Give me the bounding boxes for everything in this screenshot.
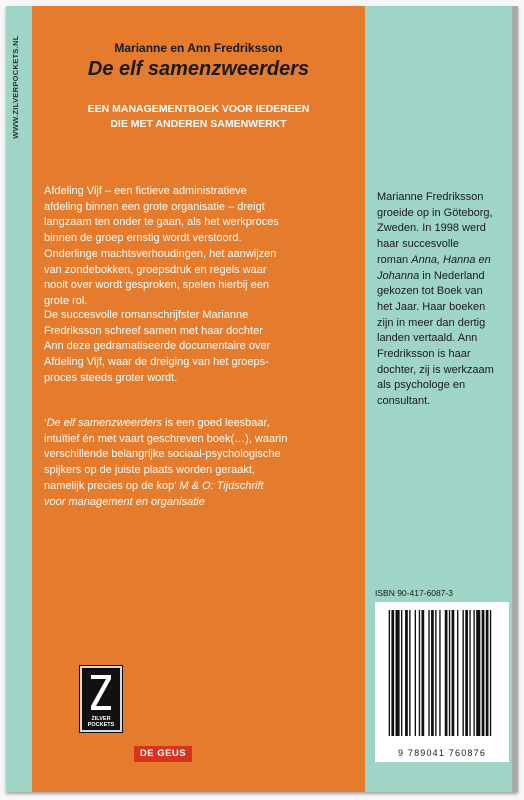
subtitle-line: EEN MANAGEMENTBOEK VOOR IEDEREEN — [87, 103, 310, 115]
bio-line: haar succesvolle — [377, 238, 459, 251]
barcode — [375, 602, 509, 762]
blurb-line: Onderlinge machtsverhoudingen, het aanwijzen — [44, 247, 277, 260]
bio-line: zijn in meer dan dertig — [377, 316, 486, 329]
isbn-label: ISBN 90-417-6087-3 — [375, 588, 453, 598]
barcode-bar — [401, 610, 402, 736]
blurb-paragraph-2 — [44, 308, 364, 387]
book-back-cover — [6, 6, 518, 792]
blurb-paragraph-1 — [44, 184, 364, 310]
blurb-line: De succesvolle romanschrijfster Marianne — [44, 309, 249, 321]
bio-line: Johanna in Nederland — [377, 269, 485, 282]
author-line: Marianne en Ann Fredriksson — [114, 41, 283, 55]
quote-line: ‘De elf samenzweerders is een goed leesbaar, — [44, 417, 270, 429]
blurb-line: Fredriksson schreef samen met haar dochter — [44, 324, 263, 337]
barcode-bar — [409, 610, 410, 736]
barcode-bar — [389, 610, 390, 736]
barcode-bar — [452, 610, 455, 736]
subtitle-line: DIE MET ANDEREN SAMENWERKT — [110, 118, 287, 130]
barcode-bar — [405, 610, 408, 736]
quote-line: spijkers op de juiste plaats worden geraakt, — [44, 464, 255, 477]
left-teal-band — [6, 6, 32, 792]
book-title: De elf samenzweerders — [87, 58, 310, 80]
barcode-bar — [473, 610, 474, 736]
bio-line: Marianne Fredriksson — [377, 191, 484, 203]
bio-line: landen vertaald. Ann — [377, 332, 478, 345]
quote-line: verschillende belangrijke sociaal-psychologische — [44, 448, 281, 461]
bio-line: het Jaar. Haar boeken — [377, 300, 486, 313]
bio-line: consultant. — [377, 395, 431, 408]
blurb-line: binnen de groep ernstig wordt verstoord. — [44, 232, 242, 245]
bio-line: roman Anna, Hanna en — [377, 253, 491, 266]
review-quote — [44, 416, 364, 510]
blurb-line: van zondebokken, groepsdruk en regels waar — [44, 263, 267, 276]
barcode-bar — [490, 610, 491, 736]
barcode-bar — [457, 610, 458, 736]
blurb-line: proces steeds groter wordt. — [44, 371, 178, 384]
bio-line: Zweden. In 1998 werd — [377, 222, 486, 235]
barcode-bar — [391, 610, 394, 736]
logo-label: ZILVER POCKETS — [87, 716, 115, 728]
barcode-bar — [482, 610, 485, 736]
blurb-line: langzaam ten onder te gaan, als het werkproces — [44, 216, 279, 229]
barcode-bar — [396, 610, 400, 736]
edge-strip — [512, 6, 518, 792]
barcode-bar — [421, 610, 424, 736]
author-bio-panel — [365, 6, 518, 792]
barcode-bar — [449, 610, 450, 736]
quote-line: namelijk precies op de kop’ M & O: Tijdschrift — [44, 479, 264, 492]
bio-line: gekozen tot Boek van — [377, 285, 483, 298]
barcode-bar — [476, 610, 480, 736]
blurb-line: Afdeling Vijf – een fictieve administratieve — [44, 185, 247, 197]
quote-line: voor management en organisatie — [44, 495, 205, 508]
bio-line: Fredriksson is haar — [377, 348, 471, 361]
barcode-bar — [428, 610, 429, 736]
subtitle — [32, 102, 365, 132]
publisher-logo: DE GEUS — [134, 746, 192, 762]
bio-line: dochter, zij is werkzaam — [377, 363, 494, 376]
bio-line: groeide op in Göteborg, — [377, 206, 493, 219]
blurb-line: grote rol. — [44, 294, 88, 307]
blurb-line: Afdeling Vijf, waar de dreiging van het groeps- — [44, 356, 269, 369]
barcode-bar — [419, 610, 420, 736]
barcode-bar — [435, 610, 436, 736]
barcode-bar — [439, 610, 440, 736]
author-bio — [377, 190, 513, 410]
quote-line: intuïtief én met vaart geschreven boek(…), waarin — [44, 432, 288, 445]
website-url: WWW.ZILVERPOCKETS.NL — [11, 35, 20, 139]
barcode-bar — [486, 610, 489, 736]
barcode-bar — [469, 610, 470, 736]
barcode-bar — [431, 610, 434, 736]
barcode-bar — [445, 610, 448, 736]
barcode-bar — [415, 610, 416, 736]
bio-line: als psychologe en — [377, 379, 466, 392]
orange-panel — [32, 6, 365, 792]
blurb-line: Ann deze gedramatiseerde documentaire over — [44, 340, 271, 353]
blurb-line: nooit over wordt gesproken, spelen hierbij een — [44, 279, 270, 292]
ean-number: 9 789041 760876 — [397, 748, 487, 758]
z-logo-icon — [88, 672, 114, 712]
barcode-icon — [375, 602, 509, 742]
zilver-pockets-logo — [80, 666, 122, 732]
blurb-line: afdeling binnen een grote organisatie – dreigt — [44, 200, 265, 213]
barcode-bar — [463, 610, 464, 736]
barcode-bar — [465, 610, 468, 736]
